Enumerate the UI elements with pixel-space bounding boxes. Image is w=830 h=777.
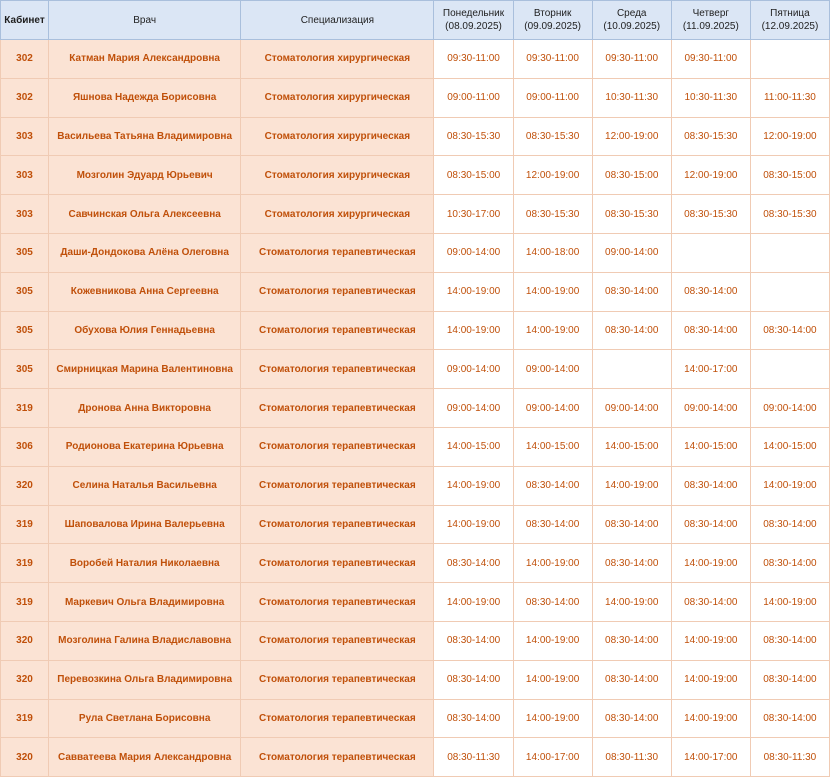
time-cell: 14:00-19:00 [671, 660, 750, 699]
table-row [1, 621, 830, 660]
time-cell: 08:30-15:30 [434, 117, 513, 156]
time-cell: 08:30-11:30 [750, 738, 829, 777]
doctor-cell: Мозголин Эдуард Юрьевич [49, 156, 241, 195]
doctor-cell: Обухова Юлия Геннадьевна [49, 311, 241, 350]
time-cell: 08:30-14:00 [592, 544, 671, 583]
table-body [1, 40, 830, 777]
specialization-cell: Стоматология терапевтическая [241, 427, 434, 466]
doctor-cell: Дронова Анна Викторовна [49, 389, 241, 428]
time-cell: 08:30-14:00 [671, 311, 750, 350]
time-cell: 09:30-11:00 [513, 40, 592, 79]
time-cell [750, 233, 829, 272]
header-doctor: Врач [49, 1, 241, 40]
doctor-cell: Перевозкина Ольга Владимировна [49, 660, 241, 699]
day-date: (08.09.2025) [445, 21, 502, 32]
table-row [1, 505, 830, 544]
time-cell: 14:00-19:00 [513, 272, 592, 311]
specialization-cell: Стоматология терапевтическая [241, 738, 434, 777]
time-cell: 09:30-11:00 [592, 40, 671, 79]
header-day-wednesday [592, 1, 671, 40]
time-cell: 08:30-14:00 [592, 699, 671, 738]
specialization-cell: Стоматология терапевтическая [241, 272, 434, 311]
doctor-cell: Васильева Татьяна Владимировна [49, 117, 241, 156]
specialization-cell: Стоматология терапевтическая [241, 389, 434, 428]
cabinet-cell: 305 [1, 350, 49, 389]
day-name: Вторник [533, 8, 572, 19]
time-cell: 14:00-17:00 [513, 738, 592, 777]
time-cell: 08:30-15:00 [434, 156, 513, 195]
time-cell: 08:30-14:00 [513, 505, 592, 544]
specialization-cell: Стоматология терапевтическая [241, 311, 434, 350]
table-row [1, 427, 830, 466]
day-date: (11.09.2025) [682, 21, 739, 32]
time-cell: 08:30-14:00 [592, 621, 671, 660]
time-cell: 09:00-11:00 [434, 78, 513, 117]
doctor-cell: Даши-Дондокова Алёна Олеговна [49, 233, 241, 272]
time-cell: 08:30-14:00 [750, 311, 829, 350]
doctor-cell: Селина Наталья Васильевна [49, 466, 241, 505]
day-date: (09.09.2025) [524, 21, 581, 32]
time-cell: 08:30-14:00 [750, 621, 829, 660]
specialization-cell: Стоматология терапевтическая [241, 544, 434, 583]
time-cell: 09:00-14:00 [434, 233, 513, 272]
cabinet-cell: 320 [1, 466, 49, 505]
header-day-tuesday [513, 1, 592, 40]
specialization-cell: Стоматология терапевтическая [241, 233, 434, 272]
header-cabinet: Кабинет [1, 1, 49, 40]
header-day-thursday [671, 1, 750, 40]
time-cell: 12:00-19:00 [513, 156, 592, 195]
specialization-cell: Стоматология хирургическая [241, 78, 434, 117]
specialization-cell: Стоматология терапевтическая [241, 660, 434, 699]
time-cell: 08:30-14:00 [513, 466, 592, 505]
time-cell: 14:00-19:00 [434, 272, 513, 311]
time-cell: 09:00-14:00 [750, 389, 829, 428]
cabinet-cell: 303 [1, 156, 49, 195]
time-cell: 08:30-14:00 [434, 621, 513, 660]
time-cell: 09:00-14:00 [592, 389, 671, 428]
time-cell: 12:00-19:00 [671, 156, 750, 195]
specialization-cell: Стоматология хирургическая [241, 40, 434, 79]
specialization-cell: Стоматология хирургическая [241, 156, 434, 195]
cabinet-cell: 303 [1, 195, 49, 234]
doctor-cell: Рула Светлана Борисовна [49, 699, 241, 738]
time-cell: 10:30-11:30 [671, 78, 750, 117]
time-cell: 10:30-11:30 [592, 78, 671, 117]
cabinet-cell: 302 [1, 40, 49, 79]
time-cell: 08:30-15:00 [750, 156, 829, 195]
table-row [1, 738, 830, 777]
table-row [1, 311, 830, 350]
time-cell [592, 350, 671, 389]
time-cell: 08:30-14:00 [671, 272, 750, 311]
table-row [1, 156, 830, 195]
table-row [1, 544, 830, 583]
header-specialization: Специализация [241, 1, 434, 40]
time-cell: 14:00-15:00 [434, 427, 513, 466]
table-row [1, 389, 830, 428]
cabinet-cell: 303 [1, 117, 49, 156]
cabinet-cell: 305 [1, 272, 49, 311]
time-cell: 14:00-19:00 [434, 466, 513, 505]
doctor-cell: Кожевникова Анна Сергеевна [49, 272, 241, 311]
cabinet-cell: 319 [1, 544, 49, 583]
time-cell: 09:00-14:00 [513, 389, 592, 428]
time-cell: 08:30-15:00 [592, 156, 671, 195]
table-row [1, 233, 830, 272]
time-cell [750, 40, 829, 79]
time-cell: 14:00-15:00 [671, 427, 750, 466]
specialization-cell: Стоматология хирургическая [241, 195, 434, 234]
time-cell: 14:00-19:00 [671, 621, 750, 660]
header-day-monday [434, 1, 513, 40]
time-cell: 08:30-14:00 [592, 311, 671, 350]
doctor-cell: Мозголина Галина Владиславовна [49, 621, 241, 660]
time-cell: 14:00-17:00 [671, 738, 750, 777]
time-cell: 08:30-11:30 [434, 738, 513, 777]
time-cell: 08:30-14:00 [592, 272, 671, 311]
doctor-cell: Яшнова Надежда Борисовна [49, 78, 241, 117]
time-cell: 09:00-14:00 [434, 350, 513, 389]
table-row [1, 660, 830, 699]
cabinet-cell: 319 [1, 583, 49, 622]
cabinet-cell: 305 [1, 311, 49, 350]
doctor-cell: Смирницкая Марина Валентиновна [49, 350, 241, 389]
doctor-cell: Маркевич Ольга Владимировна [49, 583, 241, 622]
doctor-cell: Савватеева Мария Александровна [49, 738, 241, 777]
time-cell: 08:30-14:00 [750, 660, 829, 699]
time-cell: 09:00-14:00 [671, 389, 750, 428]
cabinet-cell: 319 [1, 389, 49, 428]
table-row [1, 350, 830, 389]
specialization-cell: Стоматология терапевтическая [241, 621, 434, 660]
day-name: Понедельник [442, 8, 505, 19]
cabinet-cell: 319 [1, 505, 49, 544]
specialization-cell: Стоматология терапевтическая [241, 583, 434, 622]
time-cell: 08:30-15:30 [513, 117, 592, 156]
time-cell: 14:00-19:00 [513, 660, 592, 699]
time-cell: 14:00-18:00 [513, 233, 592, 272]
doctor-cell: Шаповалова Ирина Валерьевна [49, 505, 241, 544]
time-cell: 14:00-19:00 [592, 583, 671, 622]
time-cell: 09:00-14:00 [513, 350, 592, 389]
doctor-cell: Савчинская Ольга Алексеевна [49, 195, 241, 234]
doctor-cell: Родионова Екатерина Юрьевна [49, 427, 241, 466]
time-cell: 08:30-14:00 [513, 583, 592, 622]
time-cell: 08:30-14:00 [671, 583, 750, 622]
time-cell: 08:30-15:30 [671, 195, 750, 234]
table-row [1, 466, 830, 505]
time-cell: 14:00-19:00 [750, 583, 829, 622]
cabinet-cell: 306 [1, 427, 49, 466]
time-cell: 08:30-14:00 [750, 505, 829, 544]
time-cell: 08:30-14:00 [750, 544, 829, 583]
time-cell: 14:00-19:00 [513, 621, 592, 660]
time-cell: 14:00-19:00 [750, 466, 829, 505]
time-cell: 12:00-19:00 [750, 117, 829, 156]
time-cell: 14:00-19:00 [513, 311, 592, 350]
time-cell: 08:30-15:30 [592, 195, 671, 234]
day-name: Четверг [692, 8, 730, 19]
time-cell: 08:30-14:00 [592, 505, 671, 544]
time-cell: 09:30-11:00 [671, 40, 750, 79]
time-cell: 14:00-17:00 [671, 350, 750, 389]
time-cell: 14:00-15:00 [513, 427, 592, 466]
time-cell: 09:00-14:00 [592, 233, 671, 272]
time-cell: 14:00-19:00 [671, 544, 750, 583]
time-cell: 08:30-14:00 [750, 699, 829, 738]
cabinet-cell: 320 [1, 660, 49, 699]
time-cell [671, 233, 750, 272]
doctor-cell: Воробей Наталия Николаевна [49, 544, 241, 583]
time-cell: 11:00-11:30 [750, 78, 829, 117]
time-cell: 14:00-19:00 [513, 544, 592, 583]
doctor-cell: Катман Мария Александровна [49, 40, 241, 79]
cabinet-cell: 320 [1, 621, 49, 660]
time-cell: 14:00-19:00 [434, 311, 513, 350]
cabinet-cell: 305 [1, 233, 49, 272]
time-cell: 08:30-15:30 [750, 195, 829, 234]
day-date: (12.09.2025) [761, 21, 819, 32]
day-date: (10.09.2025) [603, 21, 661, 32]
time-cell: 14:00-19:00 [671, 699, 750, 738]
table-row [1, 40, 830, 79]
time-cell: 08:30-14:00 [434, 544, 513, 583]
time-cell: 08:30-15:30 [671, 117, 750, 156]
time-cell: 14:00-19:00 [592, 466, 671, 505]
time-cell: 08:30-14:00 [671, 505, 750, 544]
time-cell: 08:30-15:30 [513, 195, 592, 234]
time-cell: 08:30-14:00 [671, 466, 750, 505]
time-cell: 08:30-14:00 [434, 699, 513, 738]
time-cell: 10:30-17:00 [434, 195, 513, 234]
time-cell: 09:30-11:00 [434, 40, 513, 79]
time-cell [750, 272, 829, 311]
table-row [1, 272, 830, 311]
time-cell: 08:30-14:00 [434, 660, 513, 699]
time-cell: 14:00-15:00 [592, 427, 671, 466]
cabinet-cell: 320 [1, 738, 49, 777]
header-row [1, 1, 830, 40]
time-cell [750, 350, 829, 389]
day-name: Пятница [770, 8, 810, 19]
table-header [1, 1, 830, 40]
time-cell: 14:00-15:00 [750, 427, 829, 466]
specialization-cell: Стоматология терапевтическая [241, 466, 434, 505]
time-cell: 14:00-19:00 [434, 505, 513, 544]
table-row [1, 117, 830, 156]
time-cell: 08:30-14:00 [592, 660, 671, 699]
time-cell: 09:00-11:00 [513, 78, 592, 117]
table-row [1, 583, 830, 622]
table-row [1, 78, 830, 117]
time-cell: 08:30-11:30 [592, 738, 671, 777]
time-cell: 14:00-19:00 [513, 699, 592, 738]
specialization-cell: Стоматология терапевтическая [241, 350, 434, 389]
day-name: Среда [616, 8, 647, 19]
table-row [1, 195, 830, 234]
specialization-cell: Стоматология терапевтическая [241, 505, 434, 544]
cabinet-cell: 302 [1, 78, 49, 117]
time-cell: 14:00-19:00 [434, 583, 513, 622]
table-row [1, 699, 830, 738]
header-day-friday [750, 1, 829, 40]
specialization-cell: Стоматология терапевтическая [241, 699, 434, 738]
cabinet-cell: 319 [1, 699, 49, 738]
specialization-cell: Стоматология хирургическая [241, 117, 434, 156]
time-cell: 09:00-14:00 [434, 389, 513, 428]
time-cell: 12:00-19:00 [592, 117, 671, 156]
